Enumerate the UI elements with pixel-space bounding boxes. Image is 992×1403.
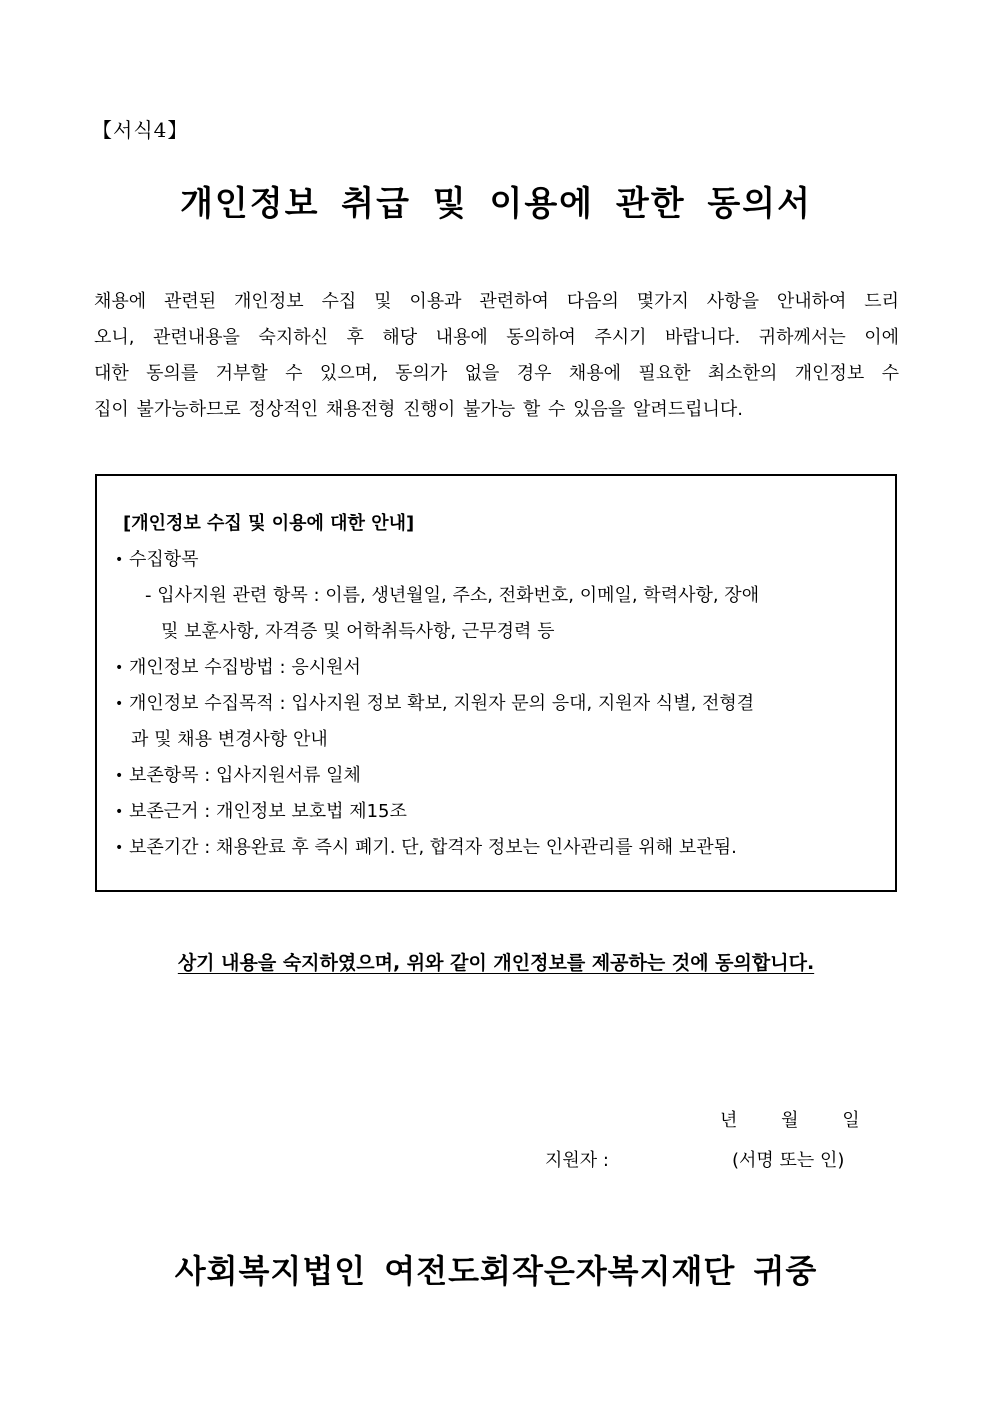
- list-item-collect-purpose-cont: [115, 722, 877, 758]
- list-item-text: 보존기간 : 채용완료 후 즉시 폐기. 단, 합격자 정보는 인사관리를 위해 보관됨.: [129, 837, 737, 858]
- bullet-icon: •: [115, 804, 124, 820]
- date-month-label: 월: [781, 1110, 799, 1131]
- info-list: [115, 542, 877, 866]
- list-item-text: 개인정보 수집방법 : 응시원서: [129, 657, 361, 678]
- list-item-text: 과 및 채용 변경사항 안내: [131, 729, 328, 750]
- bullet-icon: •: [115, 696, 124, 712]
- list-item-text: 보존근거 : 개인정보 보호법 제15조: [129, 801, 407, 822]
- intro-line: 오니, 관련내용을 숙지하신 후 해당 내용에 동의하여 주시기 바랍니다. 귀하께서는 이에: [94, 327, 899, 348]
- list-item-retention-items: [115, 758, 877, 794]
- info-box-heading: [개인정보 수집 및 이용에 대한 안내]: [123, 513, 415, 534]
- list-subitem-application-fields: [115, 578, 877, 614]
- date-year-label: 년: [720, 1110, 738, 1131]
- date-line: [720, 1106, 860, 1132]
- list-item-collect-items: [115, 542, 877, 578]
- bullet-icon: •: [115, 660, 124, 676]
- intro-line: 집이 불가능하므로 정상적인 채용전형 진행이 불가능 할 수 있음을 알려드립니다.: [94, 399, 744, 420]
- list-item-collect-method: [115, 650, 877, 686]
- list-item-text: 및 보훈사항, 자격증 및 어학취득사항, 근무경력 등: [161, 621, 555, 642]
- list-item-retention-period: [115, 830, 877, 866]
- recipient-organization: 사회복지법인 여전도회작은자복지재단 귀중: [174, 1252, 818, 1290]
- list-item-collect-purpose: [115, 686, 877, 722]
- list-item-retention-basis: [115, 794, 877, 830]
- list-subitem-application-fields-cont: [115, 614, 877, 650]
- privacy-info-box: [95, 474, 897, 892]
- bullet-icon: •: [115, 840, 124, 856]
- document-title: 개인정보 취급 및 이용에 관한 동의서: [180, 184, 812, 224]
- list-item-text: - 입사지원 관련 항목 : 이름, 생년월일, 주소, 전화번호, 이메일, 학력사항, 장애: [145, 585, 760, 606]
- consent-statement: 상기 내용을 숙지하였으며, 위와 같이 개인정보를 제공하는 것에 동의합니다.: [177, 952, 815, 974]
- list-item-text: 개인정보 수집목적 : 입사지원 정보 확보, 지원자 문의 응대, 지원자 식별, 전형결: [129, 693, 755, 714]
- intro-paragraph: [94, 284, 899, 428]
- intro-line: 대한 동의를 거부할 수 있으며, 동의가 없을 경우 채용에 필요한 최소한의 개인정보 수: [94, 363, 899, 384]
- bullet-icon: •: [115, 768, 124, 784]
- intro-line: 채용에 관련된 개인정보 수집 및 이용과 관련하여 다음의 몇가지 사항을 안내하여 드리: [94, 291, 899, 312]
- signature-hint: (서명 또는 인): [732, 1150, 845, 1171]
- list-item-text: 수집항목: [129, 549, 199, 570]
- bullet-icon: •: [115, 552, 124, 568]
- date-day-label: 일: [842, 1110, 860, 1131]
- applicant-label: 지원자 :: [545, 1150, 609, 1171]
- list-item-text: 보존항목 : 입사지원서류 일체: [129, 765, 361, 786]
- form-number-label: 【서식4】: [92, 118, 189, 142]
